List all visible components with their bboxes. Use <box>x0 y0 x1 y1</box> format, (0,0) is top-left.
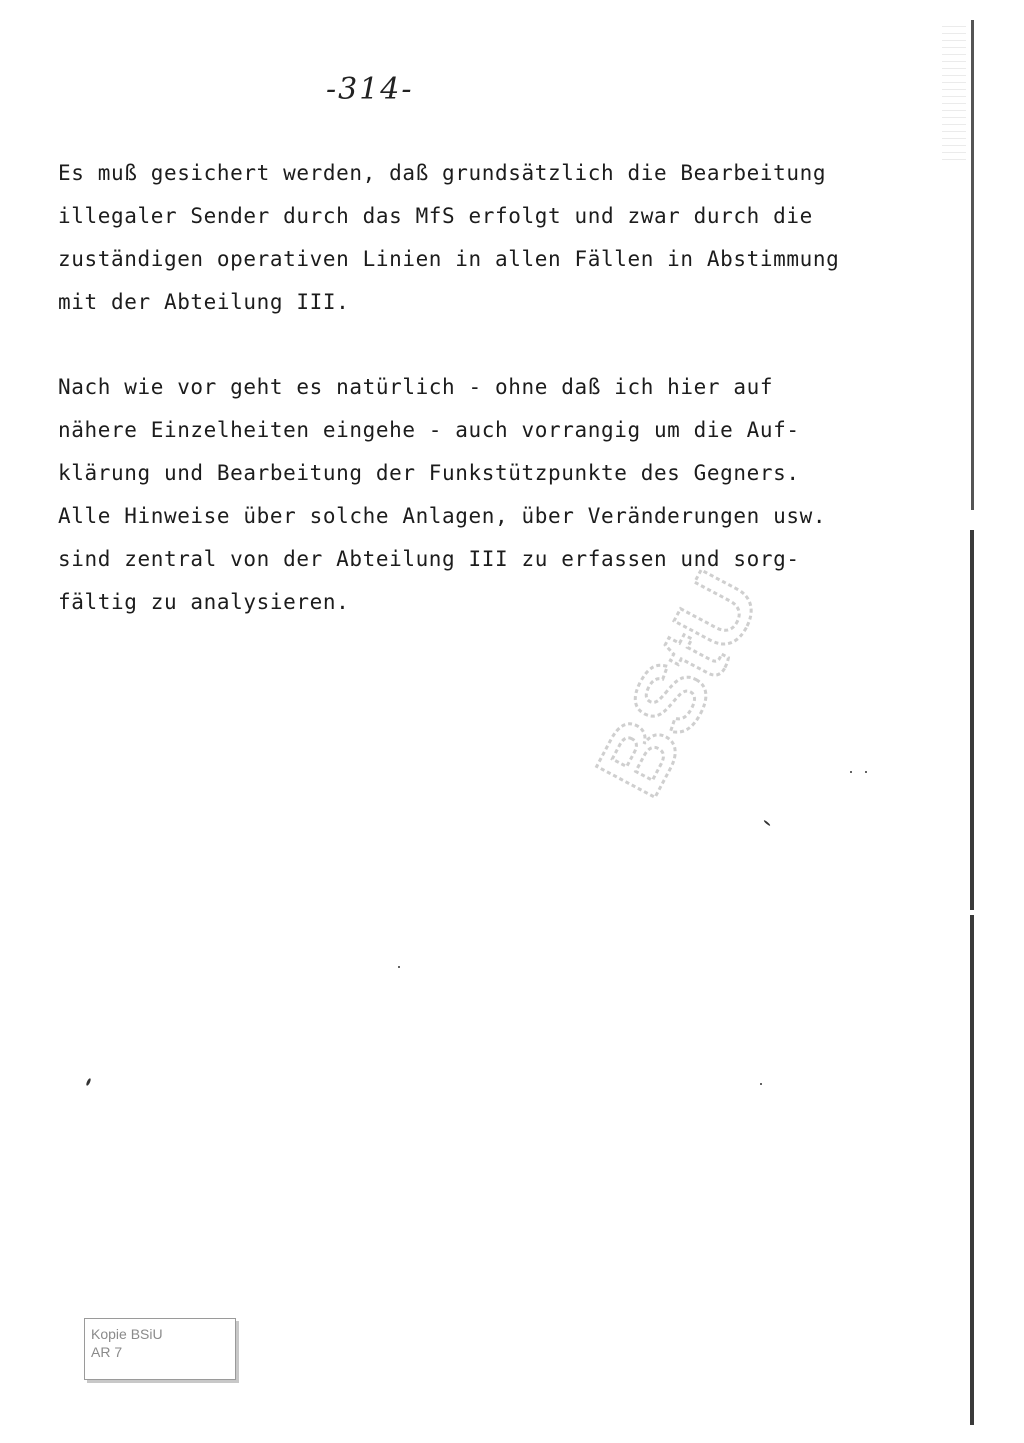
paragraph-2 <box>58 366 858 624</box>
text-line: fältig zu analysieren. <box>58 590 350 614</box>
text-line: zuständigen operativen Linien in allen Fällen in Abstimmung <box>58 247 840 271</box>
ink-speck <box>760 1083 762 1085</box>
ink-speck <box>850 771 852 773</box>
text-line: Nach wie vor geht es natürlich - ohne daß ich hier auf <box>58 375 774 399</box>
ink-speck <box>85 1078 91 1087</box>
text-line: Es muß gesichert werden, daß grundsätzlich die Bearbeitung <box>58 161 827 185</box>
ink-speck <box>865 771 867 773</box>
text-line: illegaler Sender durch das MfS erfolgt und zwar durch die <box>58 204 813 228</box>
paragraph-1 <box>58 152 858 324</box>
watermark-text: BStU <box>576 555 781 813</box>
binding-edge-mark <box>970 915 974 1425</box>
binding-edge-mark <box>971 20 974 510</box>
text-line: Alle Hinweise über solche Anlagen, über Veränderungen usw. <box>58 504 827 528</box>
text-line: nähere Einzelheiten eingehe - auch vorrangig um die Auf- <box>58 418 800 442</box>
binding-edge-speckle <box>942 20 966 160</box>
text-line: sind zentral von der Abteilung III zu erfassen und sorg- <box>58 547 800 571</box>
stamp-line-1: Kopie BSiU <box>91 1326 163 1342</box>
stamp-line-2: AR 7 <box>91 1344 123 1360</box>
ink-speck <box>398 966 400 968</box>
copy-stamp <box>84 1318 236 1380</box>
text-line: mit der Abteilung III. <box>58 290 350 314</box>
ink-speck <box>763 820 770 827</box>
binding-edge-mark <box>970 530 974 910</box>
text-line: klärung und Bearbeitung der Funkstützpunkte des Gegners. <box>58 461 800 485</box>
page-number: -314- <box>326 72 414 107</box>
